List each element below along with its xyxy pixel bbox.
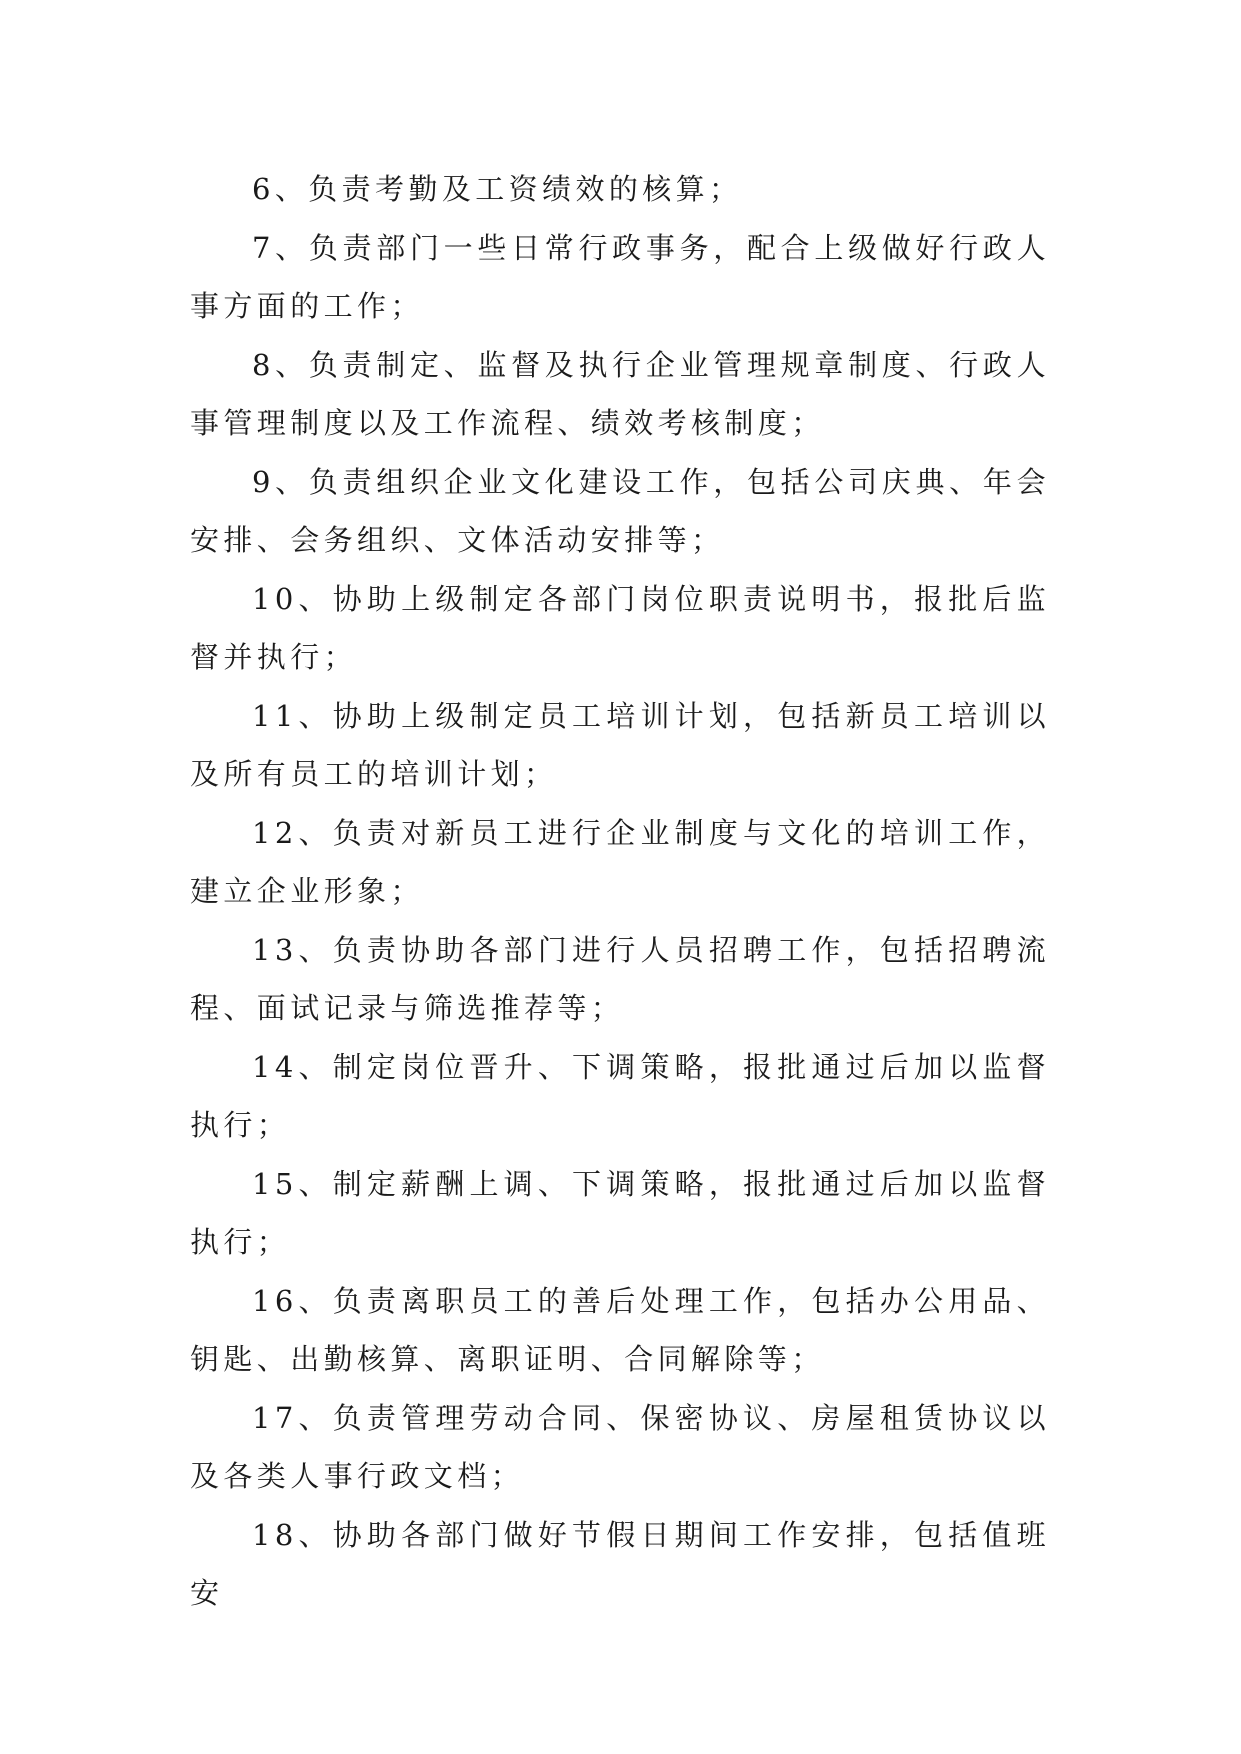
- paragraph-item-18: 18、协助各部门做好节假日期间工作安排，包括值班安: [190, 1517, 1050, 1610]
- paragraph-item-17: 17、负责管理劳动合同、保密协议、房屋租赁协议以及各类人事行政文档；: [190, 1400, 1050, 1493]
- paragraph-item-13: 13、负责协助各部门进行人员招聘工作，包括招聘流程、面试记录与筛选推荐等；: [190, 932, 1050, 1025]
- paragraph-item-7: 7、负责部门一些日常行政事务，配合上级做好行政人事方面的工作；: [190, 230, 1050, 323]
- paragraph-item-8: 8、负责制定、监督及执行企业管理规章制度、行政人事管理制度以及工作流程、绩效考核制度；: [190, 347, 1050, 440]
- paragraph-item-12: 12、负责对新员工进行企业制度与文化的培训工作，建立企业形象；: [190, 815, 1050, 908]
- paragraph-item-6: 6、负责考勤及工资绩效的核算；: [252, 172, 743, 206]
- paragraph-item-11: 11、协助上级制定员工培训计划，包括新员工培训以及所有员工的培训计划；: [190, 698, 1050, 791]
- paragraph-item-10: 10、协助上级制定各部门岗位职责说明书，报批后监督并执行；: [190, 581, 1050, 674]
- paragraph-item-15: 15、制定薪酬上调、下调策略，报批通过后加以监督执行；: [190, 1166, 1050, 1259]
- document-body: [190, 160, 1050, 1623]
- paragraph-item-16: 16、负责离职员工的善后处理工作，包括办公用品、钥匙、出勤核算、离职证明、合同解除等；: [190, 1283, 1050, 1376]
- paragraph-item-14: 14、制定岗位晋升、下调策略，报批通过后加以监督执行；: [190, 1049, 1050, 1142]
- paragraph-item-9: 9、负责组织企业文化建设工作，包括公司庆典、年会安排、会务组织、文体活动安排等；: [190, 464, 1050, 557]
